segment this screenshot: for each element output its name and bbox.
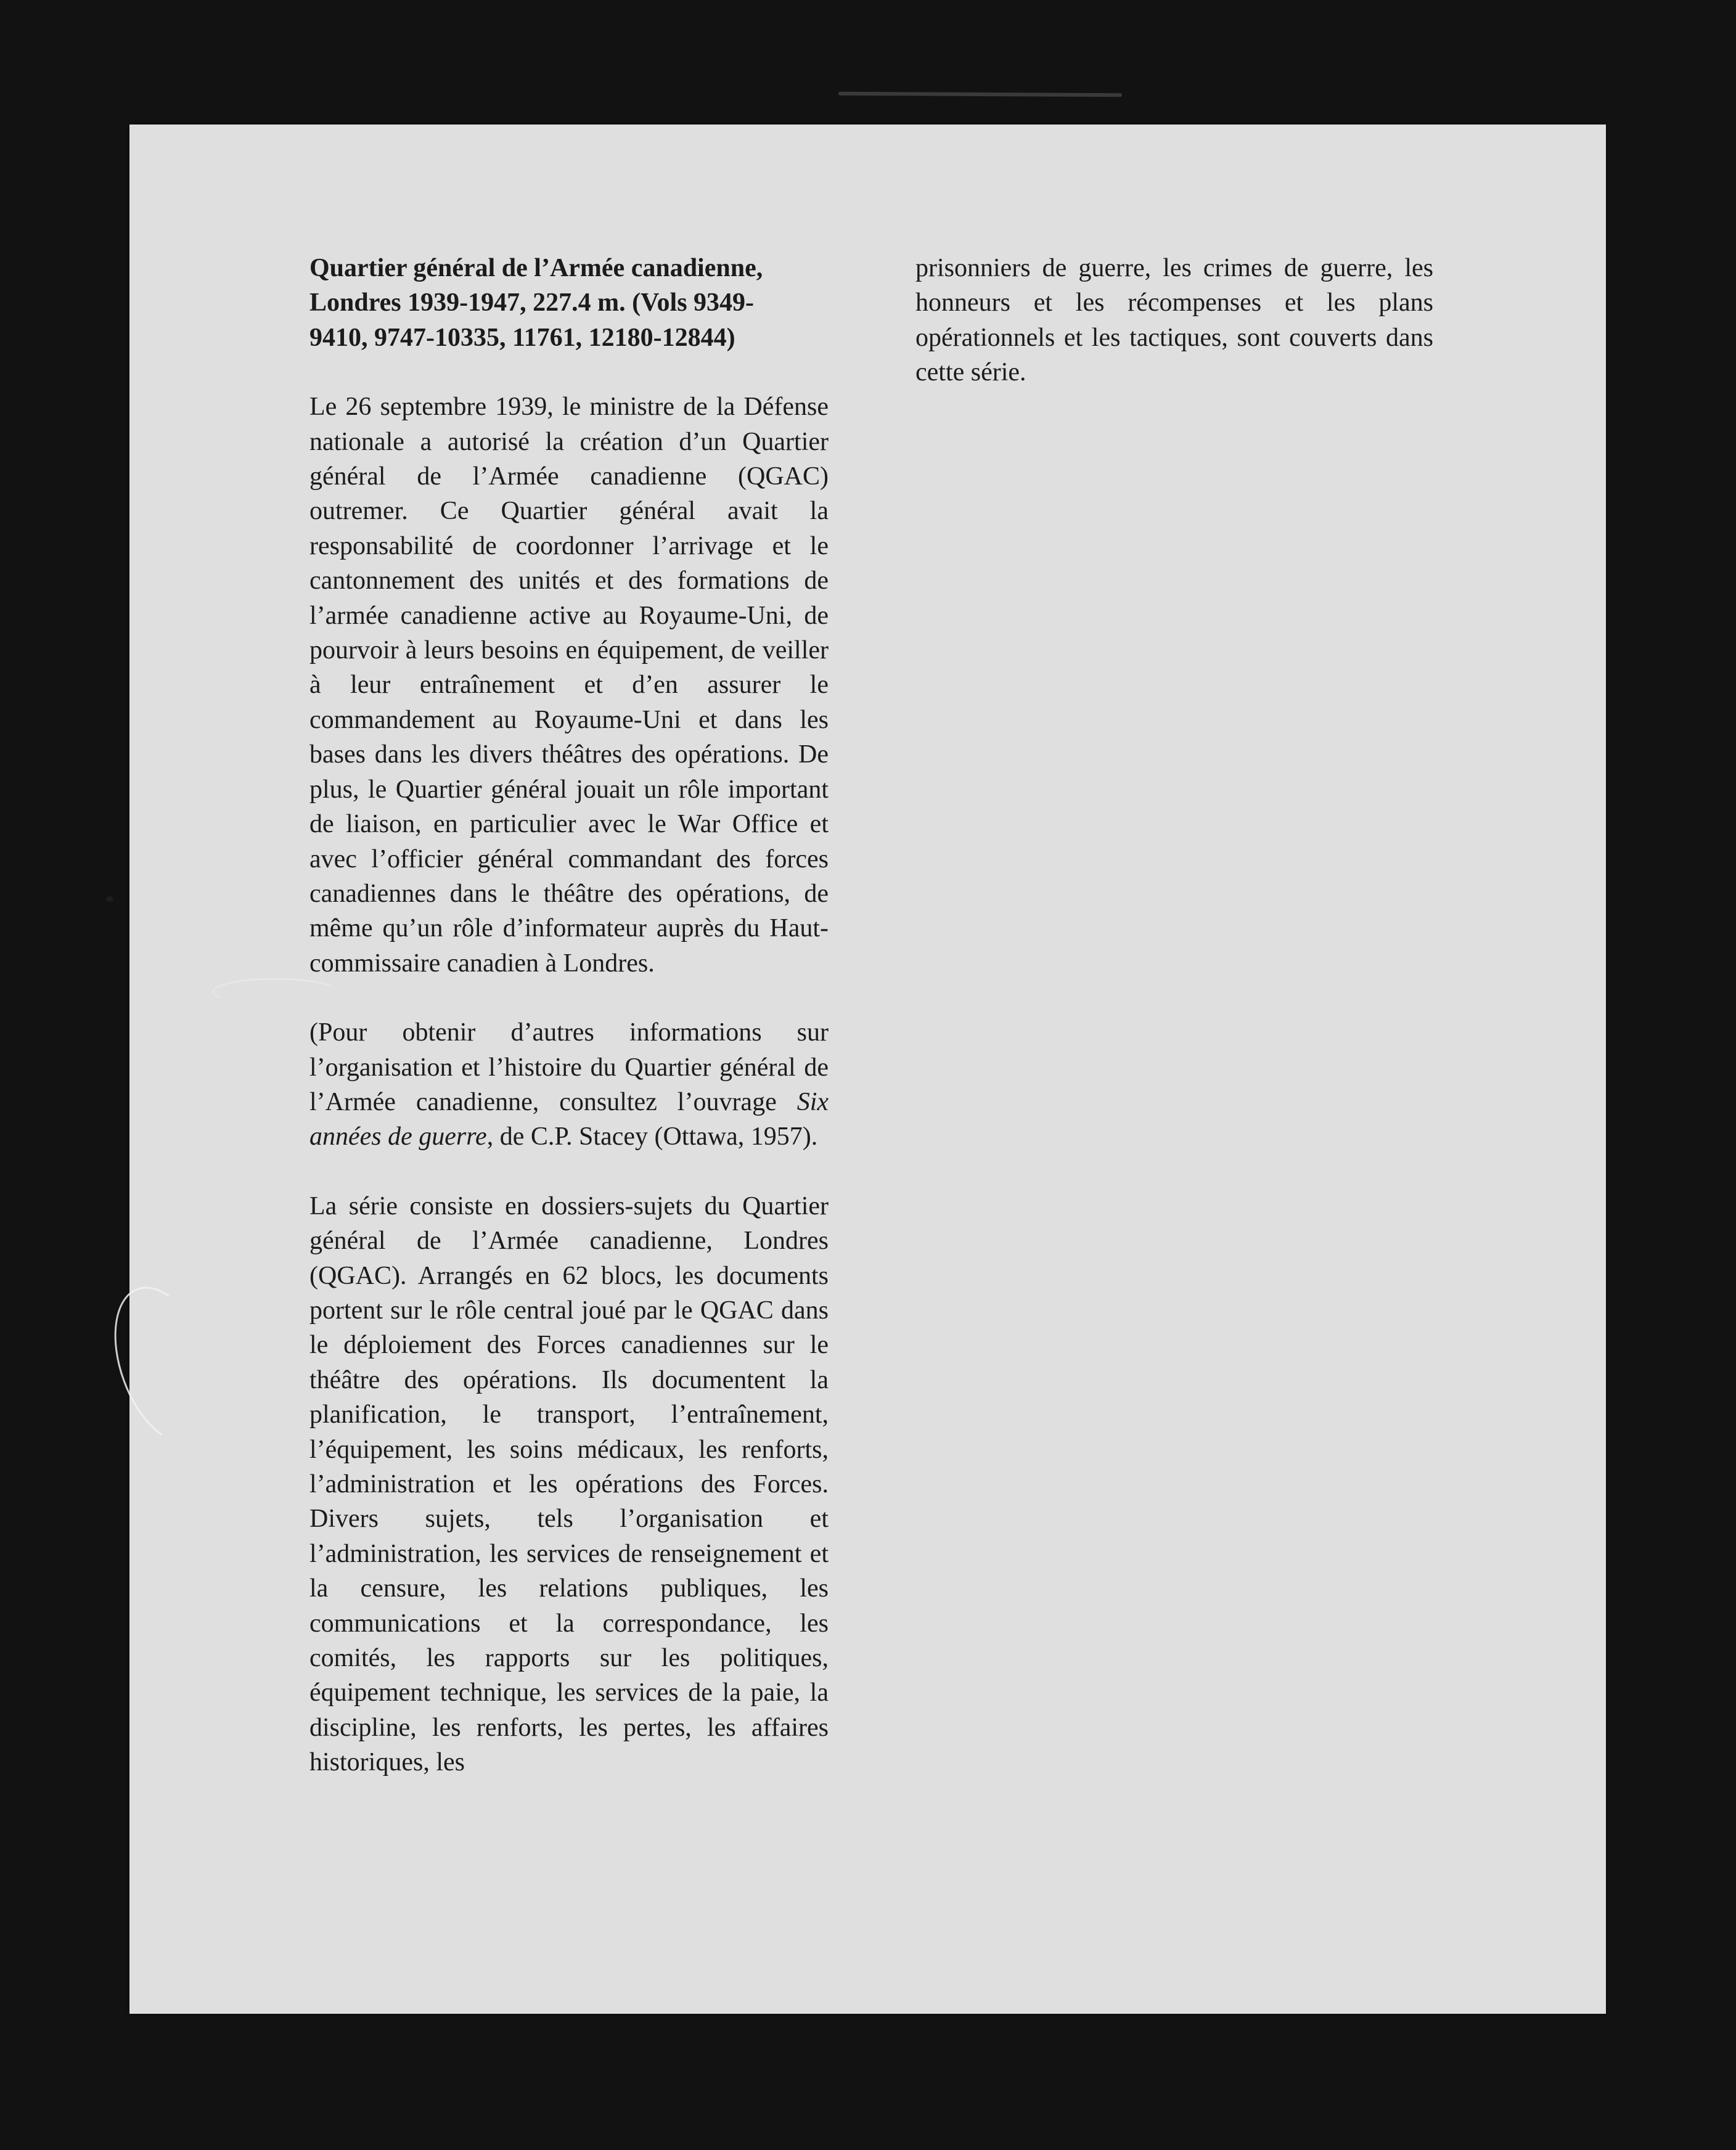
reference-text-after: , de C.P. Stacey (Ottawa, 1957). — [486, 1122, 818, 1151]
right-column — [915, 251, 1433, 390]
scan-speck — [106, 896, 113, 902]
scan-artifact-line — [838, 92, 1122, 97]
series-heading — [309, 251, 829, 355]
left-column — [309, 251, 829, 1780]
heading-line: Londres 1939-1947, 227.4 m. (Vols 9349- — [309, 288, 755, 317]
scan-hair-artifact — [95, 1273, 235, 1458]
heading-line: 9410, 9747-10335, 11761, 12180-12844) — [309, 323, 735, 352]
scan-hair-artifact — [213, 978, 338, 1005]
heading-line: Quartier général de l’Armée canadienne, — [309, 254, 763, 282]
paragraph-series-description: La série consiste en dossiers-sujets du Quartier général de l’Armée canadienne, Londres (QGAC). Arrangés en 62 blocs, les documents portent sur le rôle central joué par le QGAC dans le déploiement des Forces canadiennes sur le théâtre des opérations. Ils documentent la planification, le transport, l’entraînement, l’équipement, les soins médicaux, les renforts, l’administration et les opérations des Forces. Divers sujets, tels l’organisation et l’administration, les services de renseignement et la censure, les relations publiques, les communications et la correspondance, les comités, les rapports sur les politiques, équipement technique, les services de la paie, la discipline, les renforts, les pertes, les affaires historiques, les — [309, 1191, 829, 1777]
document-page — [129, 125, 1606, 2014]
reference-text-before: (Pour obtenir d’autres informations sur l’organisation et l’histoire du Quartier général de l’Armée canadienne, consultez l’ouvrage — [309, 1018, 829, 1116]
paragraph-history: Le 26 septembre 1939, le ministre de la Défense nationale a autorisé la création d’un Quartier général de l’Armée canadienne (QGAC) outremer. Ce Quartier général avait la responsabilité de coordonner l’arrivage et le cantonnement des unités et des formations de l’armée canadienne active au Royaume-Uni, de pourvoir à leurs besoins en équipement, de veiller à leur entraînement et d’en assurer le commandement au Royaume-Uni et dans les bases dans les divers théâtres des opérations. De plus, le Quartier général jouait un rôle important de liaison, en particulier avec le War Office et avec l’officier général commandant des forces canadiennes dans le théâtre des opérations, de même qu’un rôle d’informateur auprès du Haut-commissaire canadien à Londres. — [309, 393, 829, 978]
paragraph-series-continuation: prisonniers de guerre, les crimes de guerre, les honneurs et les récompenses et les plans opérationnels et les tactiques, sont couverts dans cette série. — [915, 254, 1433, 387]
book-title: Six années de guerre — [309, 1087, 829, 1151]
paragraph-reference — [309, 1015, 829, 1155]
